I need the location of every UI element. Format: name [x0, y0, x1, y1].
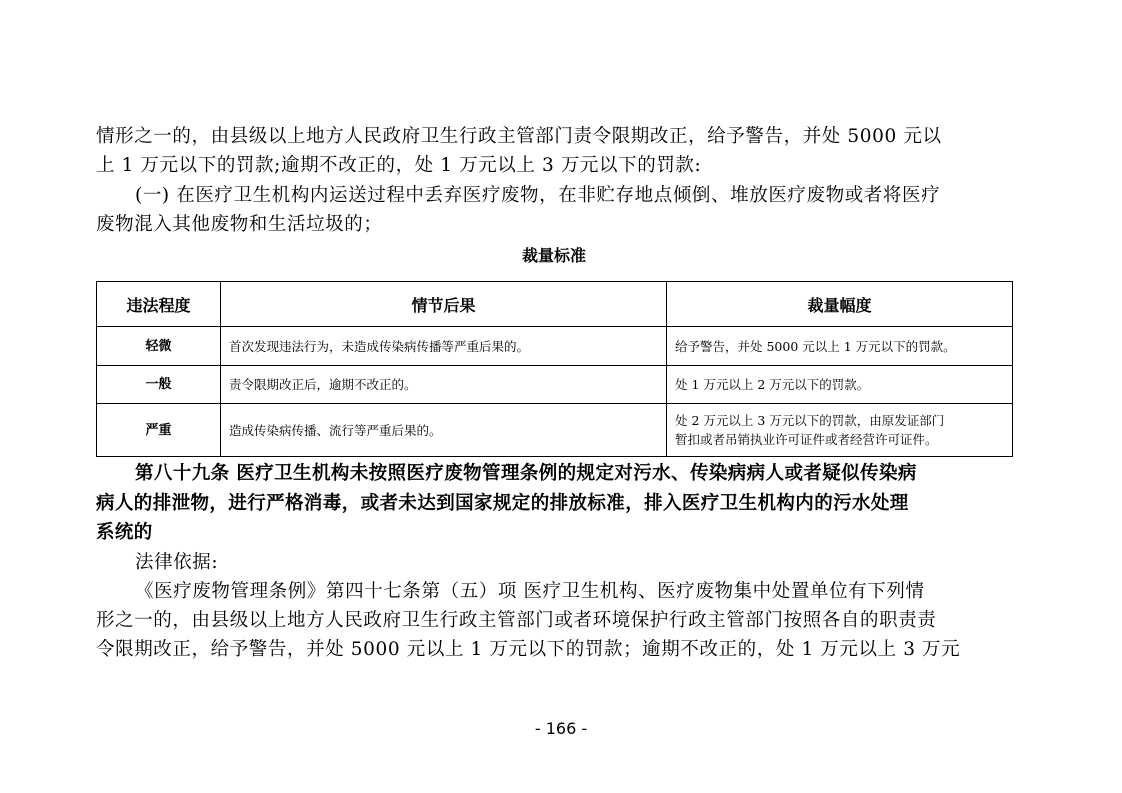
cell-level: 轻微: [97, 327, 221, 366]
legal-basis-line: 《医疗废物管理条例》第四十七条第（五）项 医疗卫生机构、医疗废物集中处置单位有下列情: [135, 581, 925, 602]
cell-level: 一般: [97, 366, 221, 404]
paragraph-line: 情形之一的，由县级以上地方人民政府卫生行政主管部门责令限期改正，给予警告，并处 5000 元以: [96, 126, 942, 147]
article-heading-line: 系统的: [96, 522, 153, 543]
table-row: [97, 366, 1013, 404]
table-header-row: [97, 282, 1013, 327]
legal-basis-label: 法律依据:: [135, 552, 219, 573]
cell-level: 严重: [97, 404, 221, 457]
cell-range: [667, 404, 1013, 457]
article-heading-line: 第八十九条 医疗卫生机构未按照医疗废物管理条例的规定对污水、传染病病人或者疑似传染病: [135, 463, 917, 484]
header-level: 违法程度: [97, 282, 221, 327]
cell-range-line: 处 2 万元以上 3 万元以下的罚款，由原发证部门: [675, 413, 945, 428]
cell-consequence: 首次发现违法行为，未造成传染病传播等严重后果的。: [221, 327, 667, 366]
cell-consequence: 造成传染病传播、流行等严重后果的。: [221, 404, 667, 457]
cell-range-line: 暂扣或者吊销执业许可证件或者经营许可证件。: [675, 432, 938, 447]
table-row: [97, 327, 1013, 366]
cell-consequence: 责令限期改正后，逾期不改正的。: [221, 366, 667, 404]
penalty-standard-table: [96, 281, 1013, 457]
paragraph-line: 上 1 万元以下的罚款;逾期不改正的，处 1 万元以上 3 万元以下的罚款:: [96, 155, 702, 176]
article-heading-line: 病人的排泄物，进行严格消毒，或者未达到国家规定的排放标准，排入医疗卫生机构内的污水处理: [96, 493, 909, 514]
paragraph-line: (一) 在医疗卫生机构内运送过程中丢弃医疗废物，在非贮存地点倾倒、堆放医疗废物或者将医疗: [135, 185, 941, 206]
cell-range: 处 1 万元以上 2 万元以下的罚款。: [667, 366, 1013, 404]
header-range: 裁量幅度: [667, 282, 1013, 327]
legal-basis-line: 令限期改正，给予警告，并处 5000 元以上 1 万元以下的罚款；逾期不改正的，处 1 万元以上 3 万元: [96, 639, 961, 660]
header-consequence: 情节后果: [221, 282, 667, 327]
paragraph-line: 废物混入其他废物和生活垃圾的；: [96, 214, 383, 235]
legal-basis-line: 形之一的，由县级以上地方人民政府卫生行政主管部门或者环境保护行政主管部门按照各自的职责责: [96, 610, 937, 631]
page-number: - 166 -: [534, 719, 588, 738]
table-row: [97, 404, 1013, 457]
table-caption: 裁量标准: [521, 246, 586, 265]
cell-range: 给予警告，并处 5000 元以上 1 万元以下的罚款。: [667, 327, 1013, 366]
